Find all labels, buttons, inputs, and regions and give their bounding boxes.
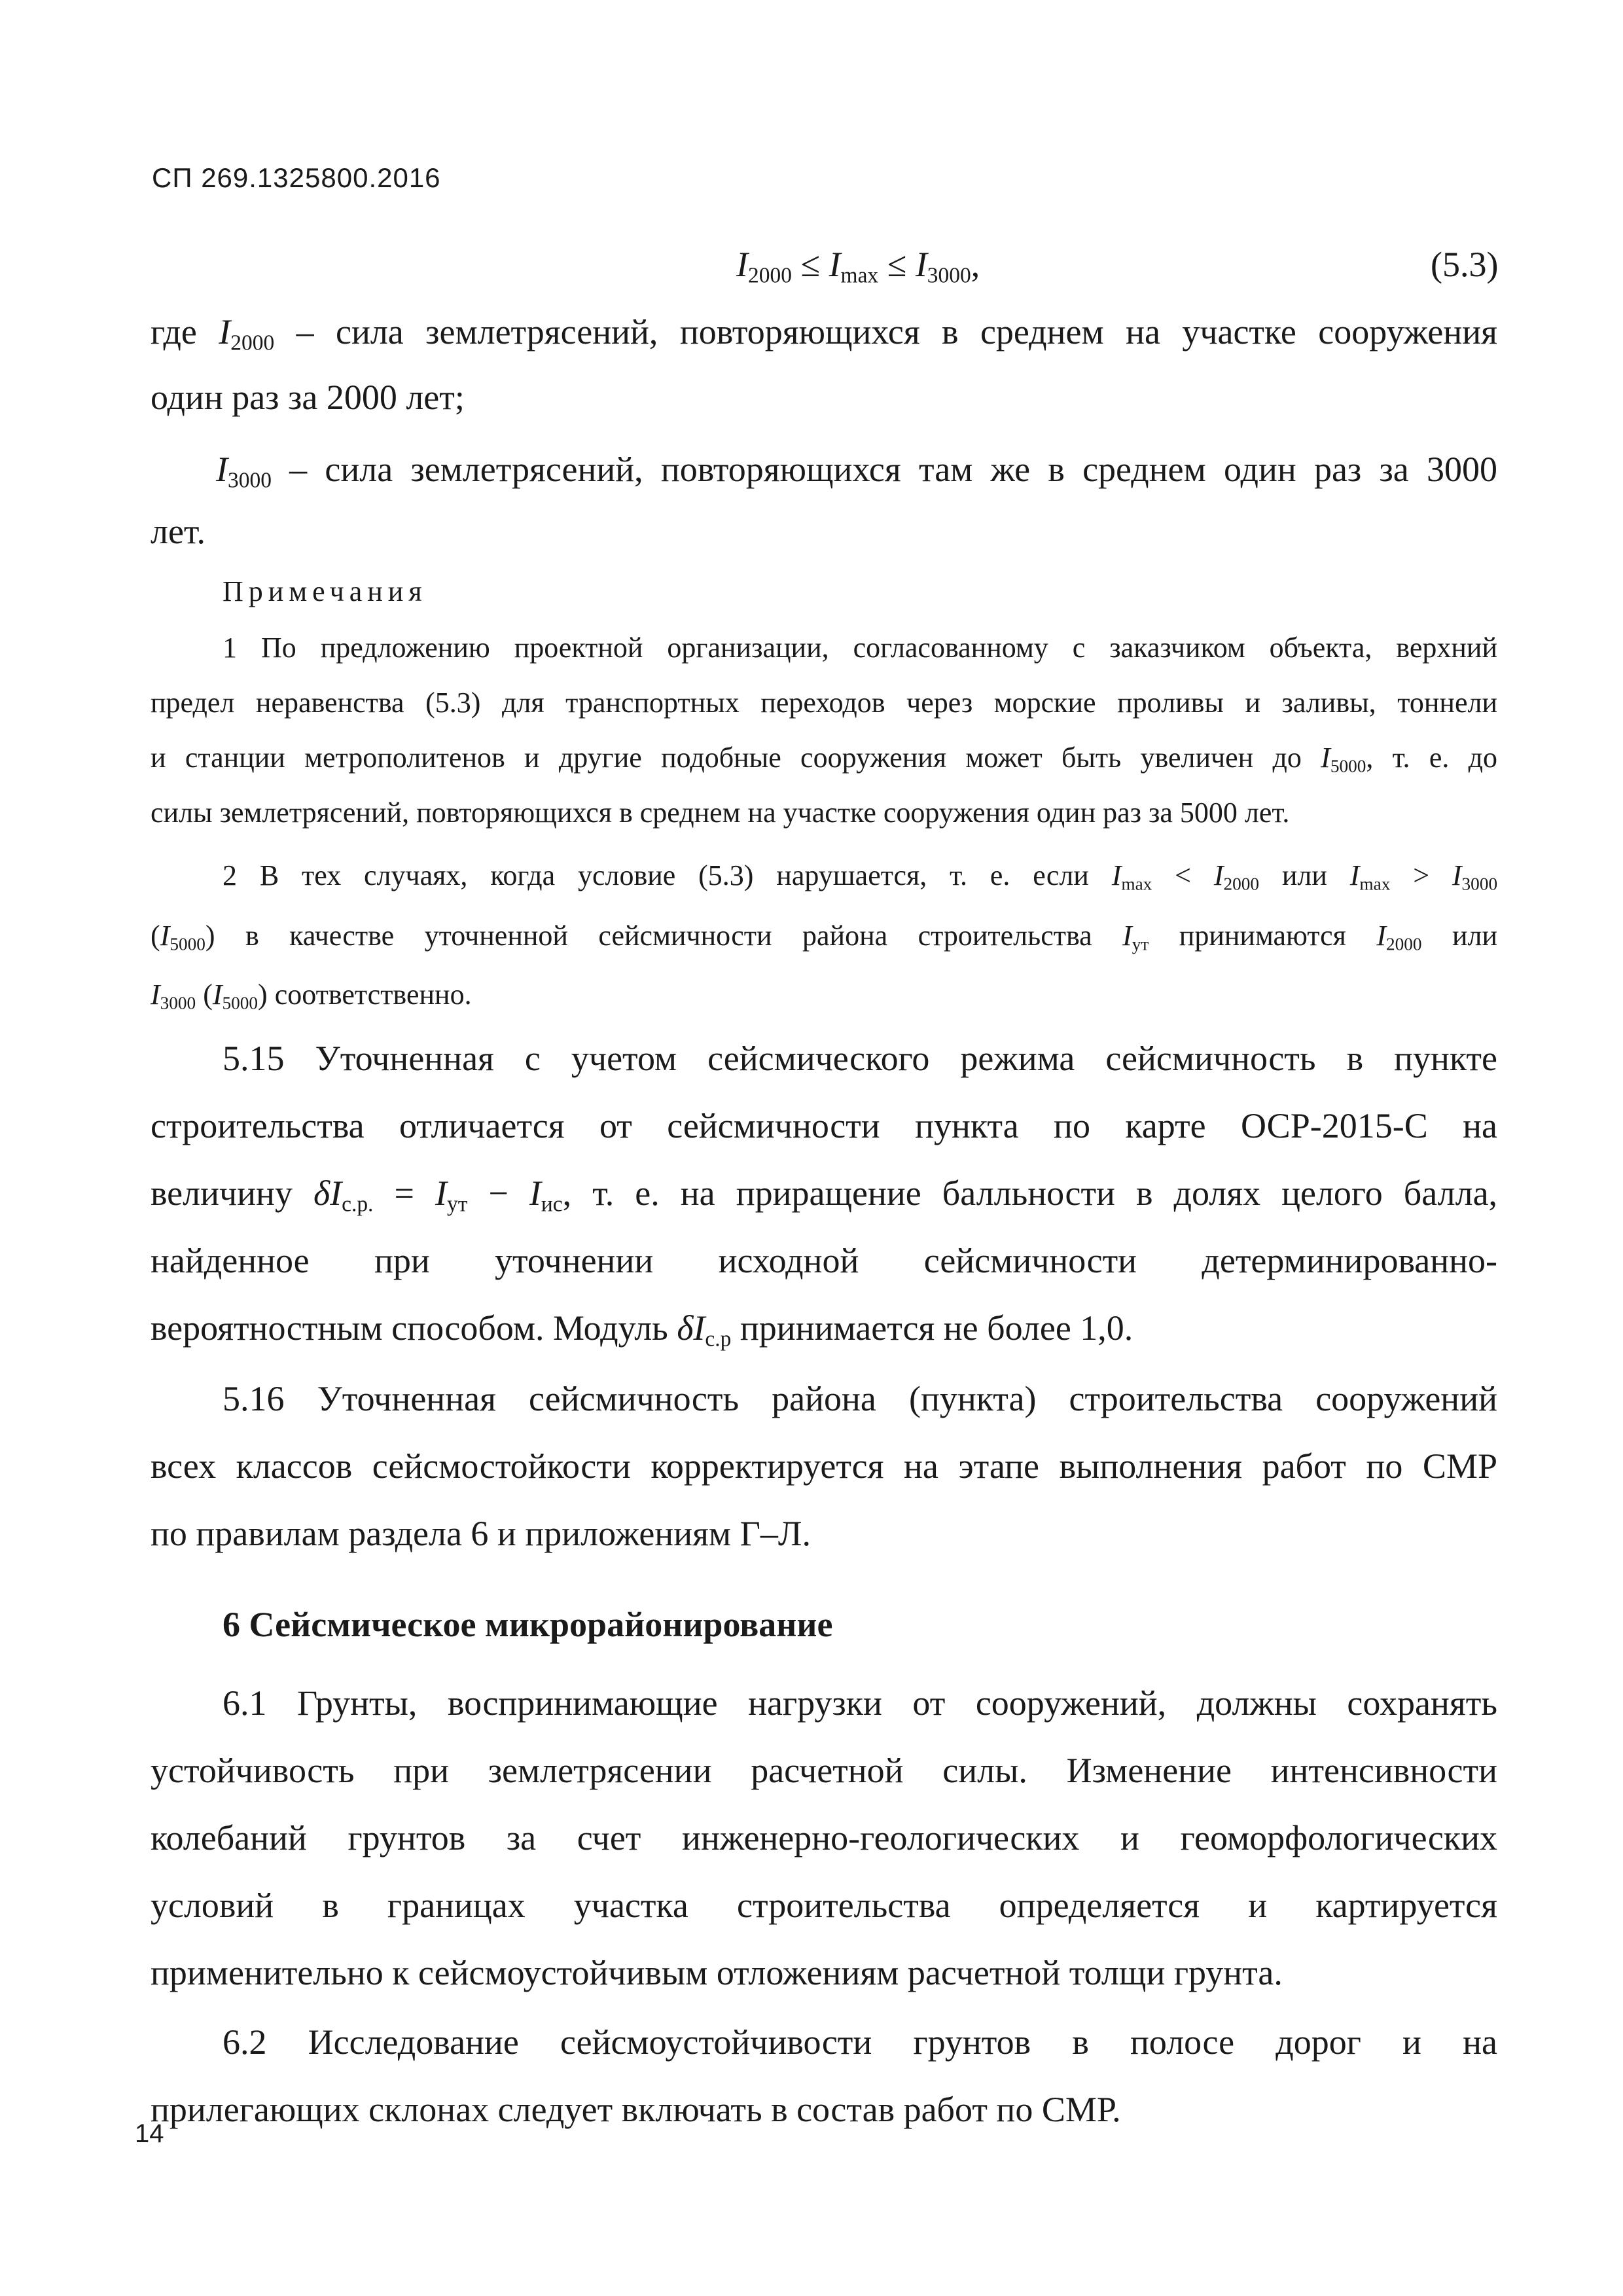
p515-line-1: 5.15 Уточненная с учетом сейсмического режима сейсмичность в пункте [223,1039,1497,1078]
p61-line-3: колебаний грунтов за счет инженерно-геологических и геоморфологических [151,1818,1497,1857]
p516-line-2: всех классов сейсмостойкости корректируется на этапе выполнения работ по СМР [151,1446,1497,1486]
where-line-2: один раз за 2000 лет; [151,378,465,417]
p62-line-1: 6.2 Исследование сейсмоустойчивости грунтов в полосе дорог и на [223,2022,1497,2062]
p61-line-2: устойчивость при землетрясении расчетной силы. Изменение интенсивности [151,1751,1497,1790]
p61-line-1: 6.1 Грунты, воспринимающие нагрузки от сооружений, должны сохранять [223,1683,1497,1723]
note-1-line-3: и станции метрополитенов и другие подобные сооружения может быть увеличен до $I_{5000}$, т. е. до [151,742,1498,776]
p515-line-2: строительства отличается от сейсмичности пункта по карте ОСР-2015-С на [151,1106,1497,1145]
note-1-line-1: 1 По предложению проектной организации, согласованному с заказчиком объекта, верхний [223,632,1497,664]
note-1-line-4: силы землетрясений, повторяющихся в среднем на участке сооружения один раз за 5000 лет. [151,797,1290,829]
section-6-heading: 6 Сейсмическое микрорайонирование [223,1605,833,1644]
p62-line-2: прилегающих склонах следует включать в состав работ по СМР. [151,2090,1121,2129]
document-code: СП 269.1325800.2016 [152,162,441,193]
note-2-line-3: $I_{3000}$ $(I_{5000})$ соответственно. [151,978,472,1013]
p516-line-1: 5.16 Уточненная сейсмичность района (пункта) строительства сооружений [223,1379,1497,1418]
p515-line-5: вероятностным способом. Модуль $\delta I_{с.р}$ принимается не более 1,0. [151,1308,1133,1352]
where-line-3: $I_{3000}$ – сила землетрясений, повторяющихся там же в среднем один раз за 3000 [216,450,1498,493]
p516-line-3: по правилам раздела 6 и приложениям Г–Л. [151,1514,811,1553]
p515-line-3: величину $\delta I_{с.р.} = I_{ут} - I_{ис}$, т. е. на приращение балльности в долях целого балла, [151,1174,1498,1217]
note-1-line-2: предел неравенства (5.3) для транспортных переходов через морские проливы и заливы, тоннели [151,687,1497,719]
note-2-line-1: 2 В тех случаях, когда условие (5.3) нарушается, т. е. если $I_{max} < I_{2000}$ или $I_{max} > I_{3000}$ [223,859,1498,894]
notes-title: Примечания [223,575,427,607]
p515-line-4: найденное при уточнении исходной сейсмичности детерминированно- [151,1241,1497,1280]
formula-5-3: $I_{2000} \le I_{max} \le I_{3000}$, [736,245,980,288]
page-number: 14 [135,2119,164,2148]
where-line-1: где $I_{2000}$ – сила землетрясений, повторяющихся в среднем на участке сооружения [151,312,1498,355]
p61-line-4: условий в границах участка строительства определяется и картируется [151,1886,1497,1925]
formula-number: (5.3) [1431,245,1499,284]
p61-line-5: применительно к сейсмоустойчивым отложениям расчетной толщи грунта. [151,1953,1283,1992]
where-line-4: лет. [151,512,205,551]
note-2-line-2: $(I_{5000})$ в качестве уточненной сейсмичности района строительства $I_{ут}$ принимаются $I_{2000}$ или [151,920,1497,954]
